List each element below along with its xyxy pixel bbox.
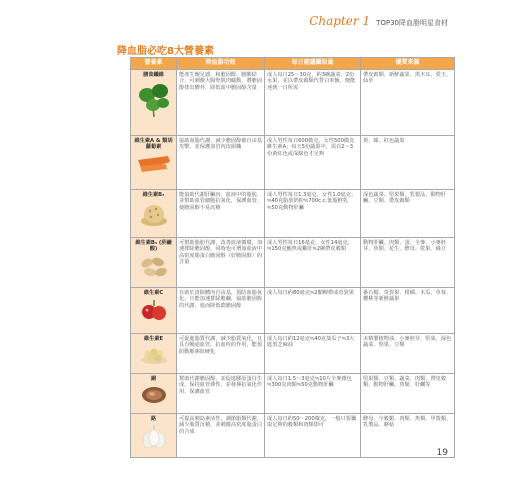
nutrient-name: 銅 bbox=[150, 375, 157, 382]
column-header: 優質來源 bbox=[361, 58, 455, 70]
nutrient-cell bbox=[131, 414, 177, 458]
nutrient-name: 維生素E bbox=[143, 335, 164, 342]
nutrient-name: 膳食纖維 bbox=[143, 71, 164, 78]
peanut-icon bbox=[138, 254, 170, 280]
table-row bbox=[131, 238, 455, 288]
sources-cell: 帶皮穀類、新鮮蔬果、黑木耳、愛玉、仙草 bbox=[361, 70, 455, 136]
effect-cell: 可幫助脂肪代謝，改善血液循環，加速排除膽固醇，同時也可增加血液中高密度脂蛋白膽固醇（好膽固醇）的含量 bbox=[177, 238, 265, 288]
table-row bbox=[131, 414, 455, 458]
nutrient-cell bbox=[131, 238, 177, 288]
chapter-title: TOP30降血脂明星食材 bbox=[376, 19, 448, 27]
berry-icon bbox=[139, 297, 169, 323]
table-row bbox=[131, 70, 455, 136]
sources-cell: 未精製植物油、小麥胚芽、堅果、深色蔬菜、堅果、豆類 bbox=[361, 334, 455, 374]
intake-cell: 成人每日約12毫克≒40克葵瓜子≒3大匙黑芝麻油 bbox=[265, 334, 361, 374]
nutrient-cell bbox=[131, 70, 177, 136]
effect-cell: 幫助代謝膽固醇，並促進膠原蛋白生成，保持血管彈性，並發揮抗氧化作用，保護血管 bbox=[177, 374, 265, 414]
intake-cell: 成人每日1.5～3毫克≒10片全麥雜包≒300克肉類≒50克動物肝臟 bbox=[265, 374, 361, 414]
sources-cell: 深色蔬菜、堅果類、乳製品、動物肝臟、豆類、帶皮穀類 bbox=[361, 190, 455, 238]
nutrient-table bbox=[130, 57, 455, 458]
nutrient-cell bbox=[131, 190, 177, 238]
intake-cell: 成人男性每日1.3毫克，女性1.0毫克；≒40克脂肪奶粉≒700c.c.低脂鮮乳≒50克動物肝臟 bbox=[265, 190, 361, 238]
sources-cell: 番石榴、奇異果、柑橘、木瓜、草莓、櫻桃等新鮮蔬果 bbox=[361, 288, 455, 334]
effect-cell: 可促進脂質代謝，減少脂質氧化，且具有暢通血管、抗血栓的作用，能預防動脈粥狀硬化 bbox=[177, 334, 265, 374]
section-title: 降血脂必吃8大營養素 bbox=[117, 46, 214, 57]
nutrient-name: 維生素C bbox=[143, 289, 164, 296]
intake-cell: 成人男性每日600微克，女性500微克維生素A；每天5份蔬果中，需有2～3份黃紅色或深綠色才足夠 bbox=[265, 136, 361, 190]
table-row bbox=[131, 136, 455, 190]
effect-cell: 能協助代謝肝臟內、血液中的脂肪，並幫助血管細胞抗氧化，保護血管，使膽固醇不易沉積 bbox=[177, 190, 265, 238]
chapter-label: Chapter 1 bbox=[309, 14, 371, 28]
intake-cell: 成人每日約80毫克≒2顆柳橙或奇異果 bbox=[265, 288, 361, 334]
nutrient-cell bbox=[131, 334, 177, 374]
table-header-row bbox=[131, 58, 455, 70]
effect-cell: 有助於清除體內自由基，預防血脂氧化，且能加速排除膽鹼，協助膽固醇的代謝，進而降低總膽固醇 bbox=[177, 288, 265, 334]
nutrient-name: 維生素B₃ bbox=[142, 191, 165, 198]
garlic-icon bbox=[139, 423, 169, 451]
sources-cell: 堅果類、豆類、蔬菜、肉類、帶皮穀類、動物肝臟、魚類、牡蠣等 bbox=[361, 374, 455, 414]
nutrient-cell bbox=[131, 288, 177, 334]
nutrient-cell bbox=[131, 136, 177, 190]
grain-icon bbox=[139, 199, 169, 227]
seafood-icon bbox=[139, 383, 169, 405]
sources-cell: 酵母、全穀類、肉類、魚類、甲殼類、乳製品、蘑菇 bbox=[361, 414, 455, 458]
intake-cell: 成人每日約50～200微克，一般只要攝取足夠的穀類和肉類即可 bbox=[265, 414, 361, 458]
page-number: 19 bbox=[436, 448, 448, 458]
nutrient-name: 鉻 bbox=[150, 415, 157, 422]
table-row bbox=[131, 288, 455, 334]
chapter-header bbox=[309, 14, 448, 28]
carrot-icon bbox=[136, 152, 172, 174]
column-header: 降血脂功效 bbox=[177, 58, 265, 70]
soybean-icon bbox=[139, 343, 169, 365]
leafy-greens-icon bbox=[137, 79, 171, 119]
nutrient-name: 維生素B₅ (菸鹼酸) bbox=[135, 239, 172, 253]
nutrient-cell bbox=[131, 374, 177, 414]
table-row bbox=[131, 334, 455, 374]
effect-cell: 協助血脂代謝，減少膽固醇被自由基攻擊，並保護血管內皮組織 bbox=[177, 136, 265, 190]
column-header: 每日建議攝取量 bbox=[265, 58, 361, 70]
effect-cell: 能產生飽足感，和膽固醇、膽酸結合，可刺激大腸壁肌肉蠕動，將膽固醇排出體外，降低血中膽固醇含量 bbox=[177, 70, 265, 136]
table-row bbox=[131, 190, 455, 238]
sources-cell: 動物肝臟、肉類、蛋、全麥、小麥胚芽、魚類、花生、酵母、乾果、綠豆 bbox=[361, 238, 455, 288]
table-row bbox=[131, 374, 455, 414]
sources-cell: 黃、綠、紅色蔬果 bbox=[361, 136, 455, 190]
intake-cell: 成人每日25～30克，約3碗蔬菜、2份水果，並以帶皮穀類代替白米飯，便能達到一日所需 bbox=[265, 70, 361, 136]
intake-cell: 成人男性每日16毫克，女性14毫克；≒150克鮪魚或雞肝≒2碗帶皮穀類 bbox=[265, 238, 361, 288]
nutrient-name: 維生素A & 類胡蘿蔔素 bbox=[134, 137, 173, 151]
column-header: 營養素 bbox=[131, 58, 177, 70]
effect-cell: 可提高胰島素活性，調節脂類代謝，減少脂質沉積，並刺激高密度脂蛋白的合成 bbox=[177, 414, 265, 458]
